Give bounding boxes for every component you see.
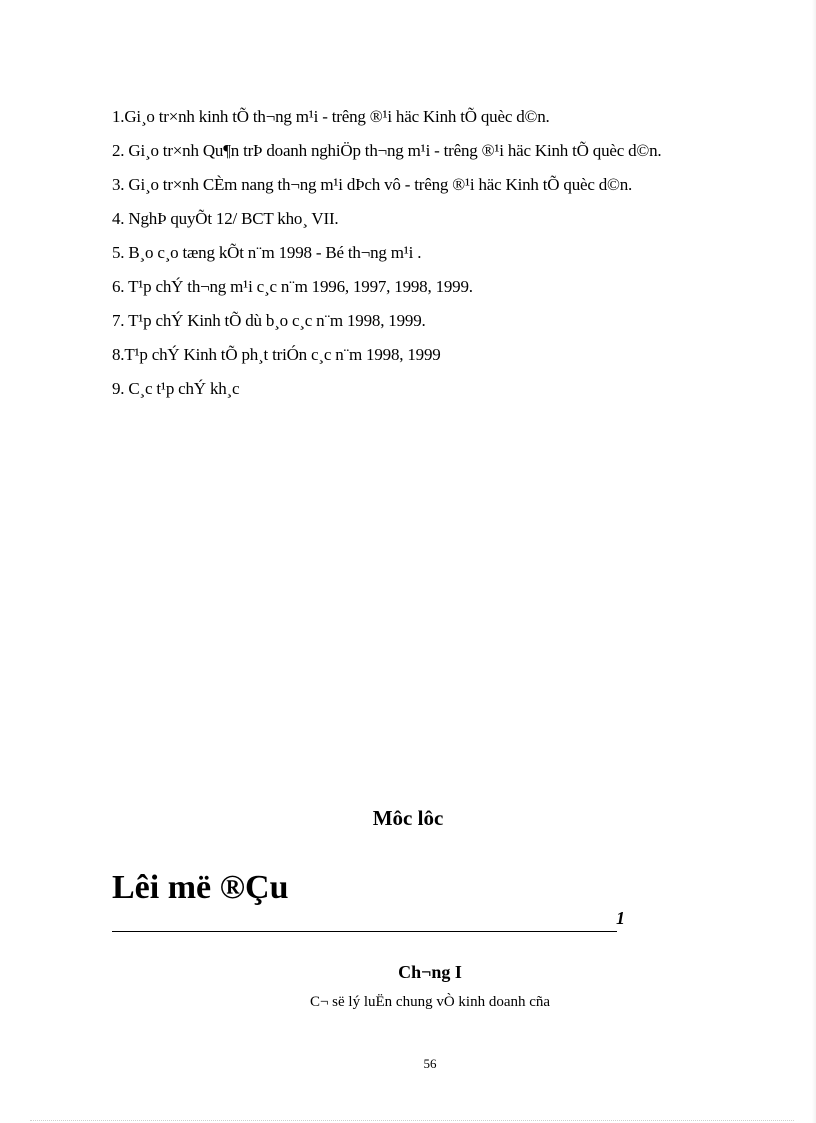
reference-item: 4. NghÞ quyÕt 12/ BCT kho¸ VII. xyxy=(112,209,339,228)
reference-item: 8.T¹p chÝ Kinh tÕ ph¸t triÓn c¸c n¨m 1998, 1999 xyxy=(112,345,441,364)
reference-item: 1.Gi¸o tr×nh kinh tÕ th¬ng m¹i - trêng ®¹i häc Kinh tÕ quèc d©n. xyxy=(112,107,550,126)
chapter-heading: Ch¬ng I xyxy=(398,962,462,982)
reference-item: 2. Gi¸o tr×nh Qu¶n trÞ doanh nghiÖp th¬ng m¹i - trêng ®¹i häc Kinh tÕ quèc d©n. xyxy=(112,141,662,160)
page-number: 56 xyxy=(423,1056,437,1071)
reference-item: 7. T¹p chÝ Kinh tÕ dù b¸o c¸c n¨m 1998, 1999. xyxy=(112,311,426,330)
reference-item: 6. T¹p chÝ th¬ng m¹i c¸c n¨m 1996, 1997, 1998, 1999. xyxy=(112,277,473,296)
page-bottom-divider xyxy=(30,1120,794,1121)
reference-item: 3. Gi¸o tr×nh CÈm nang th¬ng m¹i dÞch vô - trêng ®¹i häc Kinh tÕ quèc d©n. xyxy=(112,175,633,194)
intro-page-number: 1 xyxy=(616,908,625,928)
chapter-subtitle: C¬ së lý luËn chung vÒ kinh doanh cña xyxy=(309,994,551,1010)
reference-item: 5. B¸o c¸o tæng kÕt n¨m 1998 - Bé th¬ng m¹i . xyxy=(112,243,422,262)
reference-item: 9. C¸c t¹p chÝ kh¸c xyxy=(112,379,240,398)
toc-title: Môc lôc xyxy=(372,806,444,830)
reference-list xyxy=(112,100,772,406)
page-edge-shadow xyxy=(812,0,816,1123)
toc-leader-line xyxy=(112,931,617,932)
intro-heading: Lêi më ®Çu xyxy=(112,869,289,906)
